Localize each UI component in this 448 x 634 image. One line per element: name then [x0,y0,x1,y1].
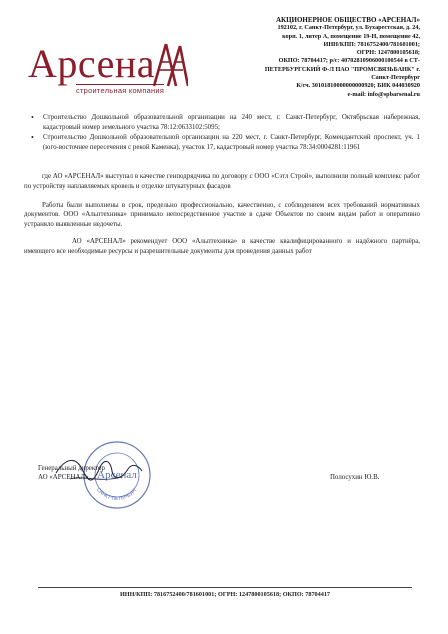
stamp-ring-text: САНКТ-ПЕТЕРБУРГ [95,486,139,503]
address-line: корп. 1, литер А, помещение 19-Н, помещение 42, [282,32,420,40]
logo-ladder-icon [148,42,188,88]
paragraph: где АО «АРСЕНАЛ» выступал в качестве генподрядчика по договору с ООО «Сэтл Строй», выполнили полный комплекс работ по устройству наплавляемых кровель и отделке штукатурных фасадов [24,173,420,190]
object-list [24,113,420,152]
logo-tagline: строительная компания [76,86,165,95]
bank-line: К/сч. 30101810000000000920; БИК 044030920 [296,82,420,90]
signatory-title: Генеральный директор [38,465,105,472]
bank-line: ОКПО: 78704417; р/с: 40702810906000100544 в СТ- [278,57,420,65]
bank-line: Санкт-Петербург [371,74,420,82]
company-name: АКЦИОНЕРНОЕ ОБЩЕСТВО «АРСЕНАЛ» [275,16,420,24]
address-line: 192102, г. Санкт-Петербург, ул. Бухарестская, д. 24, [277,24,420,32]
list-item: • Строительство Дошкольной образовательной организации на 220 мест, г. Санкт-Петербург, Комендантский проспект, уч. 1 (юго-восточнее пересечения с рекой Каменка), участок 17, кадастровый номер участка 78:34:0004281:11961 [43,133,420,152]
paragraph: АО «АРСЕНАЛ» рекомендует ООО «Альптехника» в качестве квалифицированного и надёжного партнёра, имеющего все необходимые ресурсы и разрешительные документы для проведения данных работ [24,238,420,255]
email-line: e-mail: info@spbarsenal.ru [347,90,420,98]
paragraph: Работы были выполнены в срок, предельно профессионально, качественно, с соблюдением всех требований нормативных документов. ООО «Альптехника» принимало непосредственное участие в сдаче Объектов по своим видам работ и оперативно устраняло выявленные недочеты. [24,201,420,228]
company-logo [28,40,210,96]
list-item: • Строительство Дошкольной образовательной организации на 240 мест, г. Санкт-Петербург, Октябрьская набережная, кадастровый номер земельного участка 78:12:0633102:5095; [43,113,420,132]
letterhead-details [215,16,420,99]
ogrn-line: ОГРН: 1247800105618; [356,49,420,57]
signatory-org: АО «АРСЕНАЛ» [38,474,89,481]
stamp-center-text: Арсенал [97,469,137,481]
footer-requisites: ИНН/КПП: 7816752400/781601001; ОГРН: 1247800105618; ОКПО: 78704417 [119,591,331,598]
letter-body [24,113,420,257]
footer-divider [38,587,412,588]
inn-kpp-line: ИНН/КПП: 7816752400/781601001; [323,40,420,48]
bank-line: ПЕТЕРБУРГСКИЙ Ф-Л ПАО "ПРОМСВЯЗЬБАНК" г. [264,65,420,73]
signatory-name: Полосухин Ю.В. [330,474,380,481]
logo-wordmark: Арсена [28,41,156,86]
signatory-block [38,464,105,482]
